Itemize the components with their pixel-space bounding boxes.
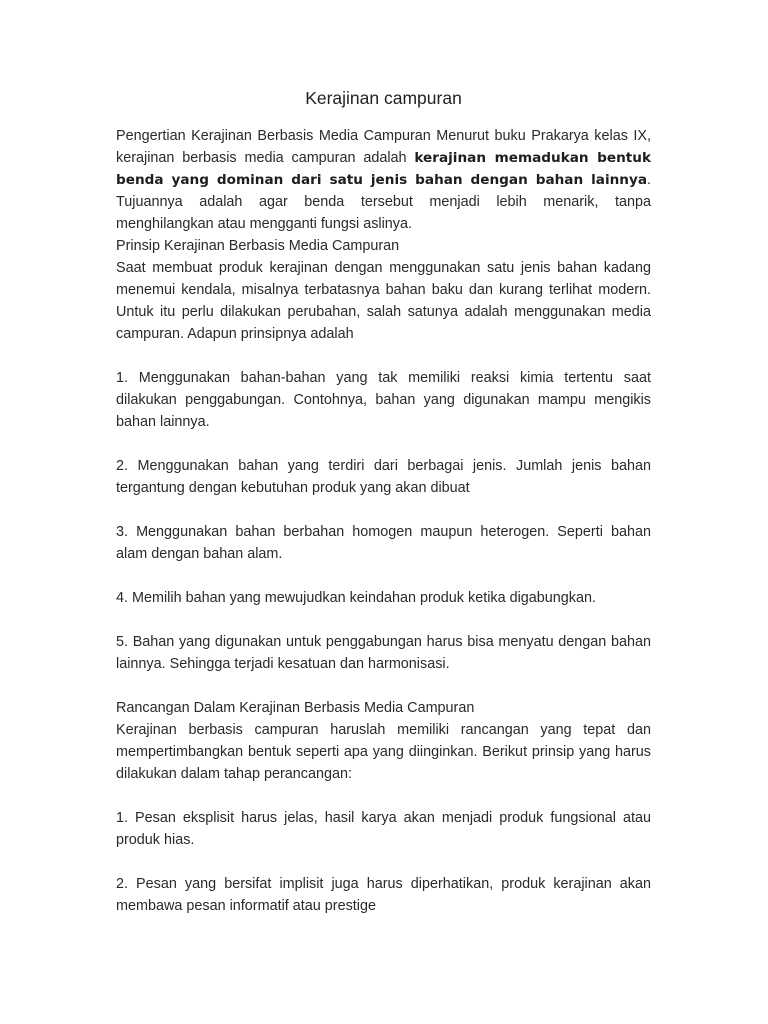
intro-text-after: . Tujuannya adalah agar benda tersebut menjadi lebih menarik, tanpa menghilangkan atau mengganti fungsi aslinya. — [116, 172, 651, 232]
principle-item-5: 5. Bahan yang digunakan untuk penggabungan harus bisa menyatu dengan bahan lainnya. Sehingga terjadi kesatuan dan harmonisasi. — [116, 634, 651, 672]
intro-paragraph — [116, 125, 651, 235]
document-body — [116, 86, 651, 917]
section-body-prinsip: Saat membuat produk kerajinan dengan menggunakan satu jenis bahan kadang menemui kendala, misalnya terbatasnya bahan baku dan kurang terlihat modern. Untuk itu perlu dilakukan perubahan, salah satunya adalah menggunakan media campuran. Adapun prinsipnya adalah — [116, 260, 651, 342]
intro-bold-definition: kerajinan memadukan bentuk benda yang dominan dari satu jenis bahan dengan bahan lainnya — [116, 150, 651, 188]
section-heading-rancangan: Rancangan Dalam Kerajinan Berbasis Media Campuran — [116, 700, 475, 716]
principle-item-4: 4. Memilih bahan yang mewujudkan keindahan produk ketika digabungkan. — [116, 590, 597, 606]
intro-text-before: Pengertian Kerajinan Berbasis Media Campuran Menurut buku Prakarya kelas IX, kerajinan berbasis media campuran adalah — [116, 128, 651, 166]
principle-item-2: 2. Menggunakan bahan yang terdiri dari berbagai jenis. Jumlah jenis bahan tergantung dengan kebutuhan produk yang akan dibuat — [116, 458, 651, 496]
section-body-rancangan: Kerajinan berbasis campuran haruslah memiliki rancangan yang tepat dan mempertimbangkan bentuk seperti apa yang diinginkan. Berikut prinsip yang harus dilakukan dalam tahap perancangan: — [116, 722, 651, 782]
principle-item-3: 3. Menggunakan bahan berbahan homogen maupun heterogen. Seperti bahan alam dengan bahan alam. — [116, 524, 651, 562]
design-point-2: 2. Pesan yang bersifat implisit juga harus diperhatikan, produk kerajinan akan membawa pesan informatif atau prestige — [116, 876, 651, 914]
principle-item-1: 1. Menggunakan bahan-bahan yang tak memiliki reaksi kimia tertentu saat dilakukan penggabungan. Contohnya, bahan yang digunakan mampu mengikis bahan lainnya. — [116, 370, 651, 430]
document-title: Kerajinan campuran — [305, 88, 462, 108]
design-point-1: 1. Pesan eksplisit harus jelas, hasil karya akan menjadi produk fungsional atau produk hias. — [116, 810, 651, 848]
section-heading-prinsip: Prinsip Kerajinan Berbasis Media Campuran — [116, 238, 400, 254]
